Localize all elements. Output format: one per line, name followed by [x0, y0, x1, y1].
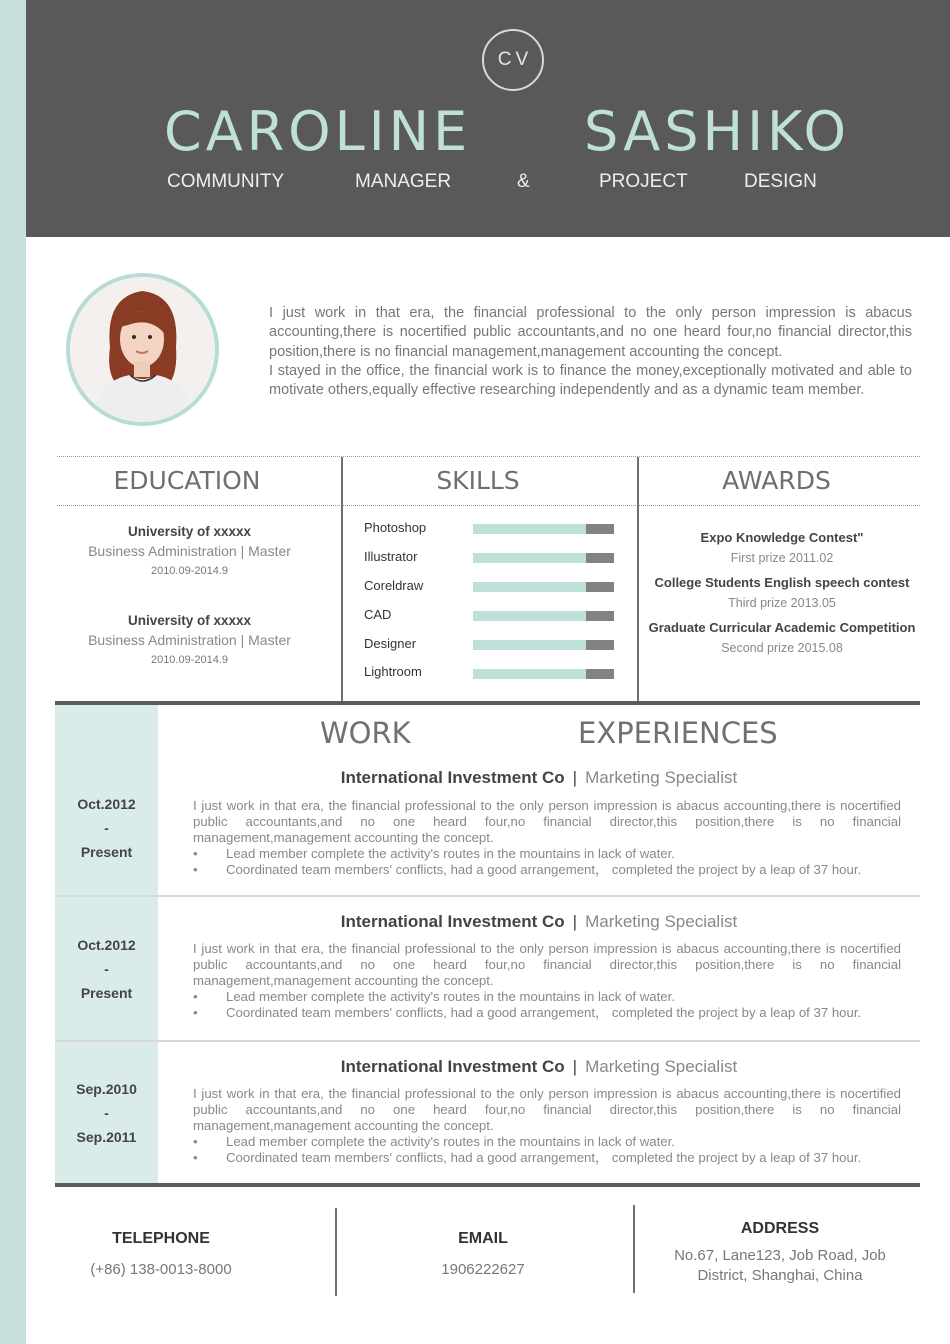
education-period: 2010.09-2014.9: [150, 565, 229, 577]
education-school: University of xxxxx: [127, 524, 252, 539]
job-date-dash: -: [104, 819, 109, 836]
job-separator: |: [572, 768, 578, 787]
education-item: [57, 613, 322, 666]
bullet-text: Lead member complete the activity's routes in the mountains in lack of water.: [226, 1134, 675, 1149]
role-ampersand: &: [517, 171, 530, 192]
job-dates: [55, 760, 158, 895]
work-title-left: WORK: [320, 716, 411, 750]
role-word: PROJECT: [599, 171, 688, 192]
role-word: COMMUNITY: [167, 171, 285, 192]
email-block: [392, 1230, 574, 1280]
address-value: [645, 1246, 915, 1286]
job-bullet: [193, 989, 675, 1005]
address-block: [645, 1220, 915, 1286]
job-bullet: [193, 1150, 861, 1166]
award-name: College Students English speech contest: [654, 575, 910, 590]
award-prize: Second prize 2015.08: [721, 641, 843, 655]
skill-name: Coreldraw: [364, 578, 424, 593]
education-title: EDUCATION: [113, 466, 261, 495]
work-top-rule: [55, 701, 920, 705]
job-end: Present: [80, 984, 133, 1001]
skill-bar-fill: [473, 582, 586, 592]
skill-bar: [473, 669, 614, 679]
bullet-dot: •: [193, 846, 198, 861]
work-title-right: EXPERIENCES: [578, 716, 778, 750]
contact-divider: [335, 1208, 337, 1296]
skill-name: Illustrator: [364, 549, 418, 564]
award-name: Graduate Curricular Academic Competition: [648, 620, 916, 635]
job-position: Marketing Specialist: [585, 912, 738, 931]
address-label: ADDRESS: [740, 1220, 820, 1237]
skill-bar-fill: [473, 524, 586, 534]
bullet-dot: •: [193, 1005, 198, 1020]
job-dates: [55, 1042, 158, 1183]
job-heading: [158, 1057, 920, 1077]
bullet-dot: •: [193, 1150, 198, 1165]
award-prize: Third prize 2013.05: [728, 596, 836, 610]
skill-bar-fill: [473, 553, 586, 563]
work-bottom-rule: [55, 1183, 920, 1187]
contact-divider: [633, 1205, 635, 1293]
job-company: International Investment Co: [340, 768, 565, 787]
job-separator: |: [572, 912, 578, 931]
skill-bar: [473, 611, 614, 621]
skill-bar: [473, 524, 614, 534]
skill-bar: [473, 640, 614, 650]
education-major: Business Administration | Master: [88, 543, 291, 559]
bullet-text: Coordinated team members' conflicts, had a good arrangement， completed the project by a leap of 37 hour.: [226, 862, 862, 877]
job-entry: [55, 760, 920, 895]
job-company: International Investment Co: [340, 1057, 565, 1076]
job-description: I just work in that era, the financial professional to the only person impression is abacus accounting,there is nocertified public accountants,and no one heard four,no financial director,this position,there is no financial management,management accounting the concept.: [193, 941, 901, 988]
portrait-illustration: [70, 277, 215, 422]
job-separator: |: [572, 1057, 578, 1076]
job-bullet: [193, 862, 861, 878]
job-description: I just work in that era, the financial professional to the only person impression is abacus accounting,there is nocertified public accountants,and no one heard four,no financial director,this position,there is no financial management,management accounting the concept.: [193, 1086, 901, 1133]
job-company: International Investment Co: [340, 912, 565, 931]
job-position: Marketing Specialist: [585, 1057, 738, 1076]
email-value: 1906222627: [441, 1261, 525, 1278]
date-column-top: [55, 705, 158, 760]
role-word: MANAGER: [355, 171, 452, 192]
skill-bar-fill: [473, 611, 586, 621]
intro-paragraph-2: I stayed in the office, the financial work is to finance the money,exceptionally motivated and able to motivate others,equally effective researching independently and as a dynamic team member.: [269, 362, 912, 399]
telephone-value: (+86) 138-0013-8000: [90, 1261, 232, 1278]
job-description: I just work in that era, the financial professional to the only person impression is abacus accounting,there is nocertified public accountants,and no one heard four,no financial director,this position,there is no financial management,management accounting the concept.: [193, 798, 901, 845]
last-name: SASHIKO: [584, 100, 850, 163]
award-item: [640, 530, 924, 565]
header-banner: [26, 0, 950, 237]
awards-title: AWARDS: [722, 466, 831, 495]
job-heading: [158, 912, 920, 932]
bullet-dot: •: [193, 862, 198, 877]
job-bullet: [193, 1134, 675, 1150]
section-top-divider: [57, 456, 920, 457]
address-line: No.67, Lane123, Job Road, Job: [674, 1247, 886, 1264]
award-item: [640, 575, 924, 610]
skill-bar: [473, 553, 614, 563]
cv-badge: CV: [482, 29, 544, 91]
side-accent-bar: [0, 0, 26, 1344]
address-line: District, Shanghai, China: [697, 1267, 863, 1284]
job-bullet: [193, 846, 675, 862]
education-major: Business Administration | Master: [88, 632, 291, 648]
telephone-block: [70, 1230, 252, 1280]
job-start: Oct.2012: [77, 795, 136, 812]
email-label: EMAIL: [458, 1230, 508, 1247]
skill-bar-fill: [473, 640, 586, 650]
bullet-text: Lead member complete the activity's routes in the mountains in lack of water.: [226, 846, 675, 861]
bullet-dot: •: [193, 989, 198, 1004]
skill-name: Lightroom: [364, 664, 422, 679]
education-school: University of xxxxx: [127, 613, 252, 628]
section-header-divider: [57, 505, 920, 506]
role-word: DESIGN: [744, 171, 817, 192]
award-prize: First prize 2011.02: [730, 551, 834, 565]
job-end: Present: [80, 843, 133, 860]
bullet-text: Lead member complete the activity's routes in the mountains in lack of water.: [226, 989, 675, 1004]
job-position: Marketing Specialist: [585, 768, 738, 787]
profile-photo: [66, 273, 219, 426]
job-dates: [55, 897, 158, 1040]
first-name: CAROLINE: [164, 100, 472, 163]
job-entry: [55, 897, 920, 1040]
job-bullet: [193, 1005, 861, 1021]
award-name: Expo Knowledge Contest": [700, 530, 864, 545]
bullet-text: Coordinated team members' conflicts, had a good arrangement， completed the project by a leap of 37 hour.: [226, 1150, 862, 1165]
skill-bar: [473, 582, 614, 592]
telephone-label: TELEPHONE: [112, 1230, 210, 1247]
bullet-text: Coordinated team members' conflicts, had a good arrangement， completed the project by a leap of 37 hour.: [226, 1005, 862, 1020]
job-start: Oct.2012: [77, 936, 136, 953]
award-item: [640, 620, 924, 655]
job-heading: [158, 768, 920, 788]
job-end: Sep.2011: [76, 1128, 137, 1145]
profile-intro: [269, 304, 912, 400]
bullet-dot: •: [193, 1134, 198, 1149]
skills-title: SKILLS: [436, 466, 520, 495]
intro-paragraph-1: I just work in that era, the financial professional to the only person impression is abacus accounting,there is nocertified public accountants,and no one heard four,no financial director,this position,there is no financial management,management accounting the concept.: [269, 305, 912, 360]
education-item: [57, 524, 322, 577]
job-entry: [55, 1042, 920, 1183]
skill-name: Photoshop: [364, 520, 427, 535]
job-date-dash: -: [104, 1104, 109, 1121]
skill-name: Designer: [364, 636, 417, 651]
skill-bar-fill: [473, 669, 586, 679]
skill-name: CAD: [364, 607, 392, 622]
job-start: Sep.2010: [76, 1080, 137, 1097]
job-date-dash: -: [104, 960, 109, 977]
education-period: 2010.09-2014.9: [150, 654, 229, 666]
